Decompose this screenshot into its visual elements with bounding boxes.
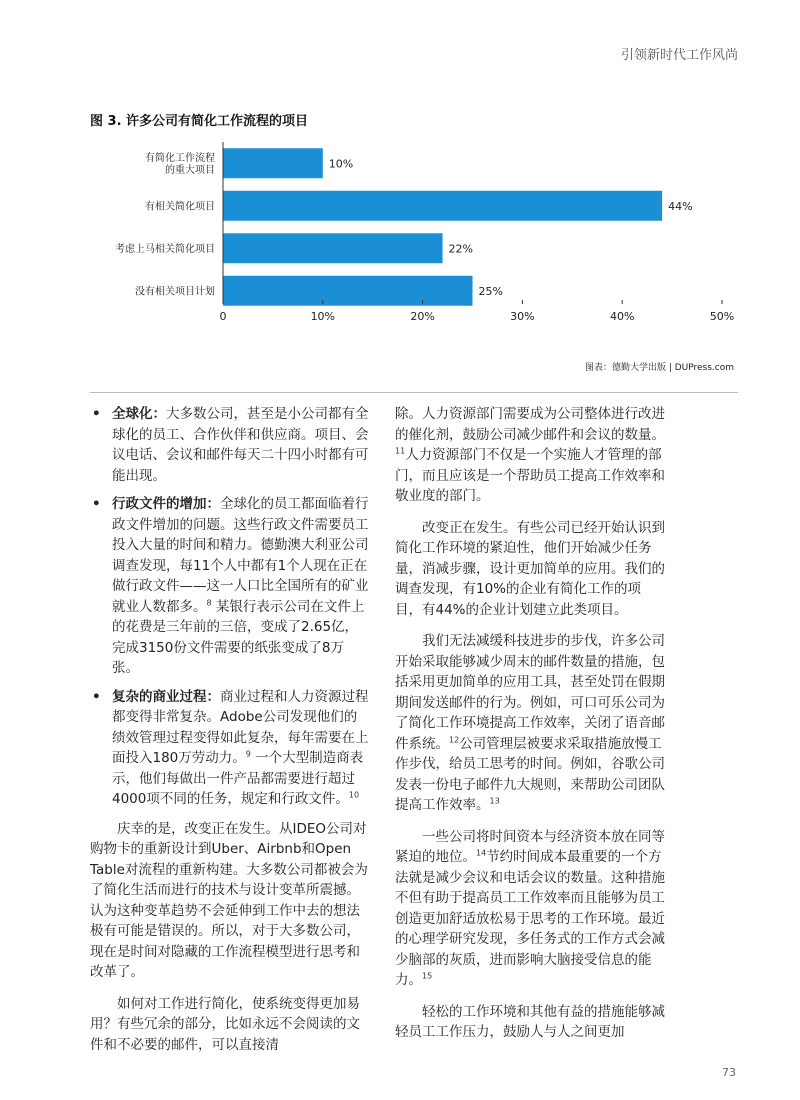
chart-value-label: 44% bbox=[668, 199, 693, 213]
footnote-ref: 14 bbox=[476, 848, 487, 858]
chart-value-label: 25% bbox=[478, 284, 503, 298]
chart-value-label: 22% bbox=[448, 242, 474, 256]
bar-chart bbox=[0, 130, 800, 330]
chart-category-label: 有简化工作流程 bbox=[145, 152, 215, 164]
body-paragraph: 改变正在发生。有些公司已经开始认识到简化工作环境的紧迫性，他们开始减少任务量，消减步骤，设计更加简单的应用。我们的调查发现，有10%的企业有简化工作的项目，有44%的企业计划建立此类项目。 bbox=[395, 519, 665, 618]
paragraph-text: 人力资源部门不仅是一个实施人才管理的部门，而且应该是一个帮助员工提高工作效率和敬业度的部门。 bbox=[395, 447, 665, 504]
chart-bar bbox=[223, 233, 443, 263]
paragraph-text: 一些公司将时间资本与经济资本放在同等紧迫的地位。 bbox=[395, 828, 665, 865]
bullet-dot-icon: • bbox=[92, 406, 101, 422]
footnote-ref: 9 bbox=[245, 749, 251, 759]
bullet-title: 复杂的商业过程： bbox=[112, 688, 220, 705]
chart-x-tick-label: 20% bbox=[410, 310, 435, 323]
chart-category-label: 考虑上马相关简化项目 bbox=[115, 243, 215, 255]
paragraph-text: 节约时间成本最重要的一个方法就是减少会议和电话会议的数量。这种措施不但有助于提高员工工作效率而且能够为员工创造更加舒适放松易于思考的工作环境。最近的心理学研究发现，多任务式的工作方式会减少脑部的灰质，进而影响大脑接受信息的能力。 bbox=[395, 849, 665, 988]
body-paragraph bbox=[395, 404, 667, 507]
bullet-text: 一个大型制造商表示，他们每做出一件产品都需要进行超过4000项不同的任务，规定和行政文件。 bbox=[112, 750, 364, 807]
chart-x-tick-label: 30% bbox=[510, 310, 535, 323]
chart-x-tick-label: 50% bbox=[709, 310, 735, 323]
left-column bbox=[90, 404, 370, 1066]
body-paragraph: 轻松的工作环境和其他有益的措施能够减轻员工工作压力，鼓励人与人之间更加 bbox=[395, 1003, 665, 1040]
bullet-item-complex-process bbox=[90, 687, 370, 810]
chart-x-tick-label: 0 bbox=[219, 310, 227, 323]
bullet-dot-icon: • bbox=[92, 496, 101, 512]
bullet-item-globalization bbox=[90, 404, 370, 486]
bullet-title: 行政文件的增加： bbox=[112, 496, 220, 512]
right-column bbox=[395, 404, 667, 1054]
chart-category-label: 的重大项目 bbox=[165, 164, 215, 176]
chart-category-label: 有相关简化项目 bbox=[145, 201, 215, 213]
footnote-ref: 11 bbox=[395, 446, 406, 456]
bullet-text: 全球化的员工都面临着行政文件增加的问题。这些行政文件需要员工投入大量的时间和精力。德勤澳大利亚公司调查发现，每11个人中都有1个人现在正在做行政文件——这一人口比全国所有的矿业就业人数都多。 bbox=[112, 496, 369, 615]
bullet-item-admin-files bbox=[90, 494, 370, 679]
page-number: 73 bbox=[722, 1066, 736, 1079]
bullet-title: 全球化： bbox=[112, 406, 166, 422]
chart-bar bbox=[223, 191, 662, 221]
figure-source: 图表：德勤大学出版 | DUPress.com bbox=[584, 363, 734, 373]
chart-category-label: 没有相关项目计划 bbox=[135, 286, 215, 298]
body-paragraph bbox=[395, 631, 667, 816]
footnote-ref: 8 bbox=[206, 598, 212, 607]
paragraph-text: 公司管理层被要求采取措施放慢工作步伐，给员工思考的时间。例如，谷歌公司发表一份电子邮件九大规则，来帮助公司团队提高工作效率。 bbox=[395, 735, 665, 813]
chart-value-label: 10% bbox=[328, 157, 354, 171]
bullet-text: 大多数公司，甚至是小公司都有全球化的员工、合作伙伴和供应商。项目、会议电话、会议和邮件每天二十四小时都有可能出现。 bbox=[112, 406, 369, 484]
bullet-text: 某银行表示公司在文件上的花费是三年前的三倍，变成了2.65亿，完成3150份文件需要的纸张变成了8万张。 bbox=[112, 598, 365, 676]
running-header: 引领新时代工作风尚 bbox=[620, 48, 738, 63]
bullet-dot-icon: • bbox=[92, 688, 101, 705]
section-divider bbox=[90, 392, 738, 393]
footnote-ref: 13 bbox=[489, 796, 500, 806]
chart-bar bbox=[223, 148, 323, 178]
bullet-list bbox=[90, 404, 370, 810]
body-paragraph: 如何对工作进行简化，使系统变得更加易用？有些冗余的部分，比如永远不会阅读的文件和不必要的邮件，可以直接清 bbox=[90, 995, 360, 1053]
chart-x-tick-label: 40% bbox=[609, 310, 635, 323]
body-paragraph: 庆幸的是，改变正在发生。从IDEO公司对购物卡的重新设计到Uber、Airbnb和Open Table对流程的重新构建。大多数公司都被会为了简化生活而进行的技术与设计变革所震撼。认为这种变革趋势不会延伸到工作中去的想法极有可能是错误的。所以，对于大多数公司，现在是时间对隐藏的工作流程模型进行思考和改革了。 bbox=[90, 820, 368, 980]
footnote-ref: 10 bbox=[348, 790, 360, 800]
figure-title: 图 3. 许多公司有简化工作流程的项目 bbox=[90, 114, 309, 129]
footnote-ref: 15 bbox=[422, 971, 433, 981]
bullet-text: 商业过程和人力资源过程都变得非常复杂。Adobe公司发现他们的绩效管理过程变得如此复杂，每年需要在上面投入180万劳动力。 bbox=[112, 688, 369, 766]
footnote-ref: 12 bbox=[449, 735, 460, 744]
chart-bar bbox=[223, 276, 473, 306]
paragraph-text: 除。人力资源部门需要成为公司整体进行改进的催化剂，鼓励公司减少邮件和会议的数量。 bbox=[395, 406, 665, 443]
body-paragraph bbox=[395, 827, 667, 991]
paragraph-text: 我们无法减缓科技进步的步伐，许多公司开始采取能够减少周末的邮件数量的措施，包括采用更加简单的应用工具，甚至处罚在假期期间发送邮件的行为。例如，可口可乐公司为了简化工作环境提高工作效率，关闭了语音邮件系统。 bbox=[395, 633, 665, 752]
chart-x-tick-label: 10% bbox=[310, 310, 336, 323]
